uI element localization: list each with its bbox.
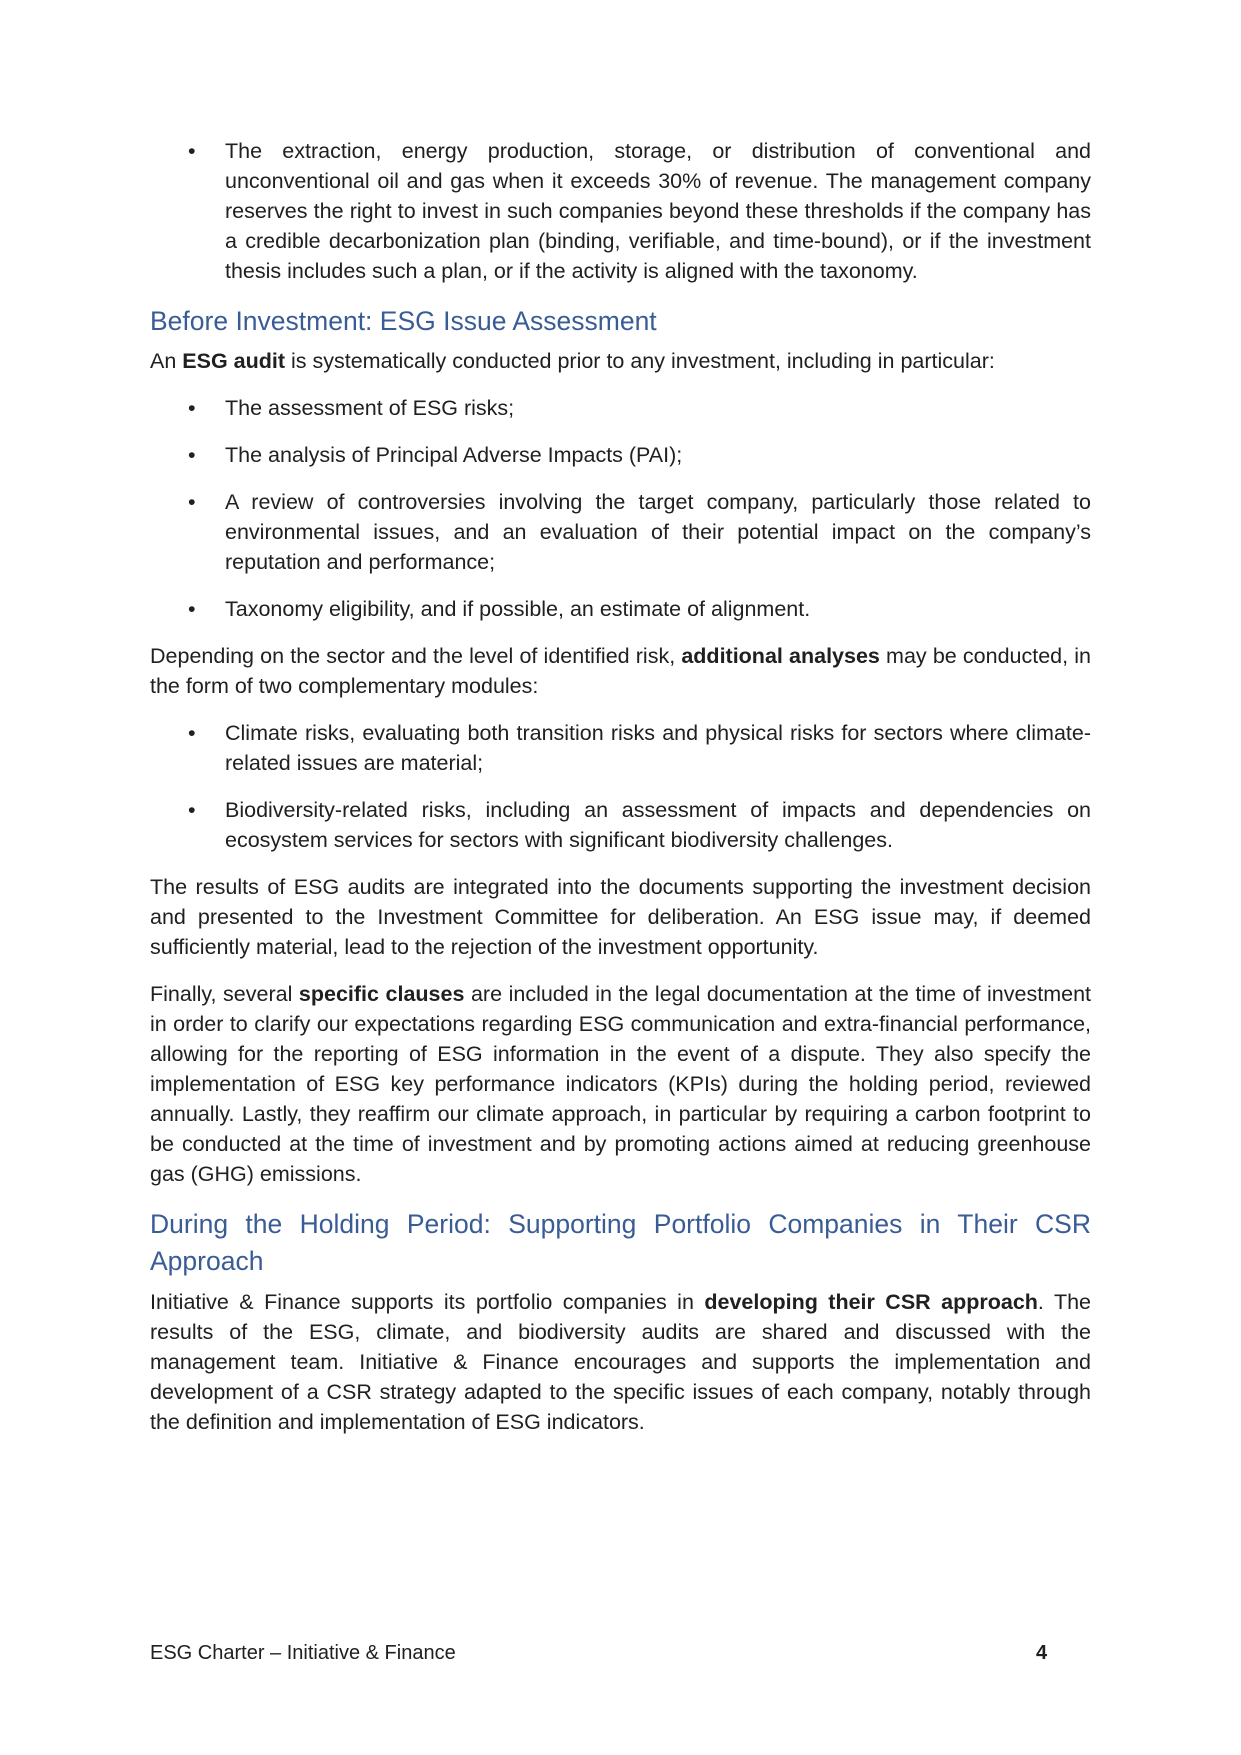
bullet-icon: • — [188, 139, 196, 163]
bold-text-csr-approach: developing their CSR approach — [704, 1290, 1038, 1314]
bullet-icon: • — [188, 721, 196, 745]
list-item — [150, 795, 1091, 855]
esg-audit-bullet-list — [150, 393, 1091, 624]
text-run: are included in the legal documentation at the time of investment in order to clarify our expectations regarding ESG communication and extra-financial performance, allowing for the reporting of ESG information in the event of a dispute. They also specify the implementation of ESG key performance indicators (KPIs) during the holding period, reviewed annually. Lastly, they reaffirm our climate approach, in particular by requiring a carbon footprint to be conducted at the time of investment and by promoting actions aimed at reducing greenhouse gas (GHG) emissions. — [150, 982, 1091, 1186]
page-footer — [150, 1640, 1091, 1666]
text-run: Initiative & Finance supports its portfolio companies in — [150, 1290, 705, 1314]
list-item — [150, 136, 1091, 286]
heading-line: During the Holding Period: Supporting Portfolio Companies in Their CSR — [150, 1209, 1091, 1239]
page-content — [150, 136, 1091, 1454]
bold-text-esg-audit: ESG audit — [182, 349, 286, 373]
list-item-text: Climate risks, evaluating both transition risks and physical risks for sectors where climate-related issues are material; — [225, 721, 1091, 775]
list-item-text: A review of controversies involving the target company, particularly those related to environmental issues, and an evaluation of their potential impact on the company’s reputation and performance; — [225, 490, 1091, 574]
footer-page-number: 4 — [1036, 1642, 1048, 1664]
text-run: Finally, several — [150, 982, 299, 1006]
paragraph-esg-audit-intro — [150, 346, 1091, 376]
paragraph-depending — [150, 641, 1091, 701]
section-heading-before-investment: Before Investment: ESG Issue Assessment — [150, 306, 657, 336]
modules-bullet-list — [150, 718, 1091, 855]
list-item — [150, 440, 1091, 470]
text-run: An — [150, 349, 183, 373]
footer-document-title: ESG Charter – Initiative & Finance — [150, 1642, 456, 1664]
list-item-text: Taxonomy eligibility, and if possible, an estimate of alignment. — [225, 597, 811, 621]
bullet-icon: • — [188, 597, 196, 621]
paragraph-esg-audit-results: The results of ESG audits are integrated into the documents supporting the investment decision and presented to the Investment Committee for deliberation. An ESG issue may, if deemed sufficiently material, lead to the rejection of the investment opportunity. — [150, 875, 1091, 959]
list-item-text: The assessment of ESG risks; — [225, 396, 515, 420]
heading-line: Approach — [150, 1246, 264, 1276]
text-run: Depending on the sector and the level of identified risk, — [150, 644, 682, 668]
list-item — [150, 594, 1091, 624]
list-item — [150, 487, 1091, 577]
bold-text-additional-analyses: additional analyses — [681, 644, 880, 668]
paragraph-holding-period — [150, 1287, 1091, 1437]
bullet-icon: • — [188, 798, 196, 822]
text-run: is systematically conducted prior to any investment, including in particular: — [285, 349, 995, 373]
exclusion-bullet-list — [150, 136, 1091, 286]
text-run: may be conducted, in the form of two complementary modules: — [150, 644, 1091, 698]
bullet-icon: • — [188, 443, 196, 467]
bullet-icon: • — [188, 490, 196, 514]
list-item-text: The analysis of Principal Adverse Impacts (PAI); — [225, 443, 683, 467]
bold-text-specific-clauses: specific clauses — [298, 982, 465, 1006]
paragraph-specific-clauses — [150, 979, 1091, 1189]
list-item — [150, 718, 1091, 778]
list-item — [150, 393, 1091, 423]
section-heading-holding-period — [150, 1206, 1091, 1280]
list-item-text: The extraction, energy production, storage, or distribution of conventional and unconventional oil and gas when it exceeds 30% of revenue. The management company reserves the right to invest in such companies beyond these thresholds if the company has a credible decarbonization plan (binding, verifiable, and time-bound), or if the investment thesis includes such a plan, or if the activity is aligned with the taxonomy. — [225, 139, 1091, 283]
list-item-text: Biodiversity-related risks, including an assessment of impacts and dependencies on ecosystem services for sectors with significant biodiversity challenges. — [225, 798, 1091, 852]
bullet-icon: • — [188, 396, 196, 420]
text-run: . The results of the ESG, climate, and biodiversity audits are shared and discussed with the management team. Initiative & Finance encourages and supports the implementation and development of a CSR strategy adapted to the specific issues of each company, notably through the definition and implementation of ESG indicators. — [150, 1290, 1091, 1434]
